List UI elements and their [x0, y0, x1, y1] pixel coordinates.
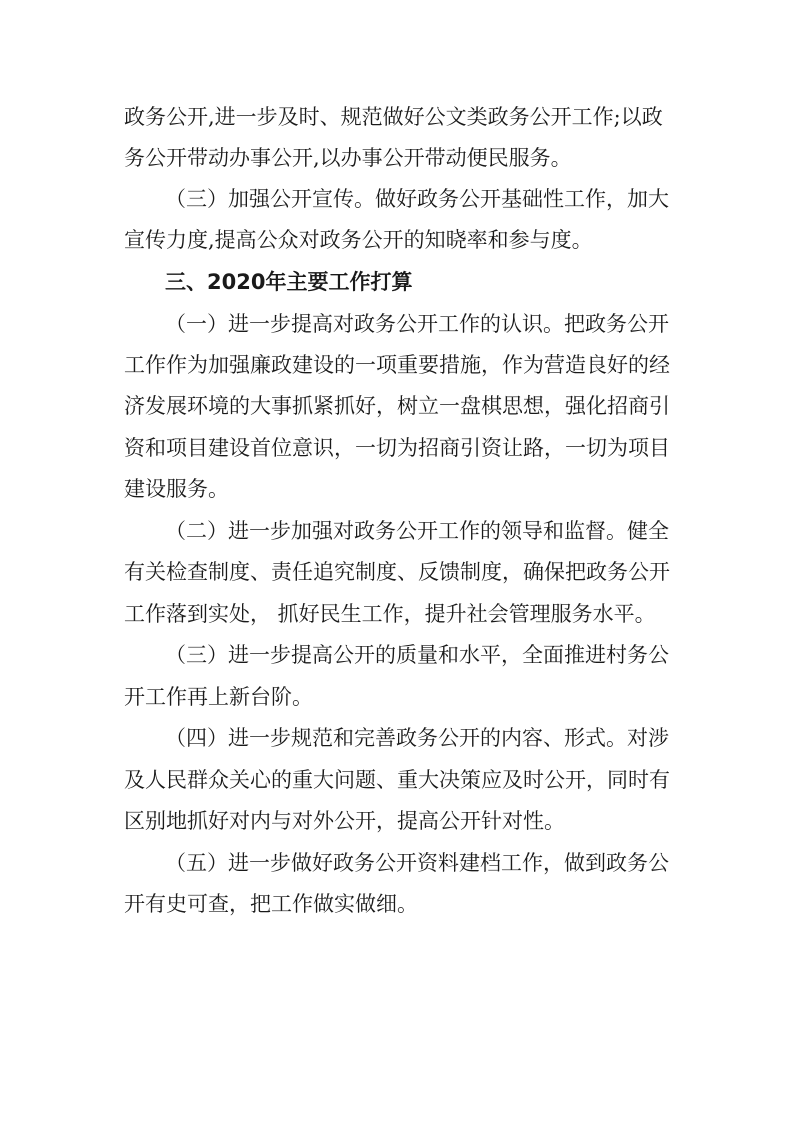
paragraph-first-line: （五）进一步做好政务公开资料建档工作，做到政务公 [165, 851, 669, 875]
paragraph-first-line: （三）加强公开宣传。做好政务公开基础性工作，加大 [165, 187, 669, 211]
body-text-line: 资和项目建设首位意识，一切为招商引资让路，一切为项目 [124, 436, 670, 460]
section-heading: 三、2020年主要工作打算 [165, 270, 413, 294]
body-text-line: 开有史可查，把工作做实做细。 [124, 892, 418, 916]
body-text-line: 务公开带动办事公开,以办事公开带动便民服务。 [124, 146, 572, 170]
body-text-line: 宣传力度,提高公众对政务公开的知晓率和参与度。 [124, 228, 593, 252]
body-text-line: 工作作为加强廉政建设的一项重要措施，作为营造良好的经 [124, 353, 670, 377]
body-text-line: 建设服务。 [124, 477, 229, 501]
body-text-line: 区别地抓好对内与对外公开，提高公开针对性。 [124, 809, 565, 833]
paragraph-first-line: （一）进一步提高对政务公开工作的认识。把政务公开 [165, 312, 669, 336]
paragraph-first-line: （二）进一步加强对政务公开工作的领导和监督。健全 [165, 519, 669, 543]
body-text-line: 及人民群众关心的重大问题、重大决策应及时公开，同时有 [124, 768, 670, 792]
body-text-line: 有关检查制度、责任追究制度、反馈制度，确保把政务公开 [124, 560, 670, 584]
paragraph-first-line: （三）进一步提高公开的质量和水平，全面推进村务公 [165, 643, 669, 667]
body-text-line: 济发展环境的大事抓紧抓好，树立一盘棋思想，强化招商引 [124, 394, 670, 418]
body-text-line: 开工作再上新台阶。 [124, 685, 313, 709]
body-text-line: 政务公开,进一步及时、规范做好公文类政务公开工作;以政 [124, 105, 663, 129]
paragraph-first-line: （四）进一步规范和完善政务公开的内容、形式。对涉 [165, 726, 669, 750]
body-text-line: 工作落到实处， 抓好民生工作，提升社会管理服务水平。 [124, 602, 656, 626]
